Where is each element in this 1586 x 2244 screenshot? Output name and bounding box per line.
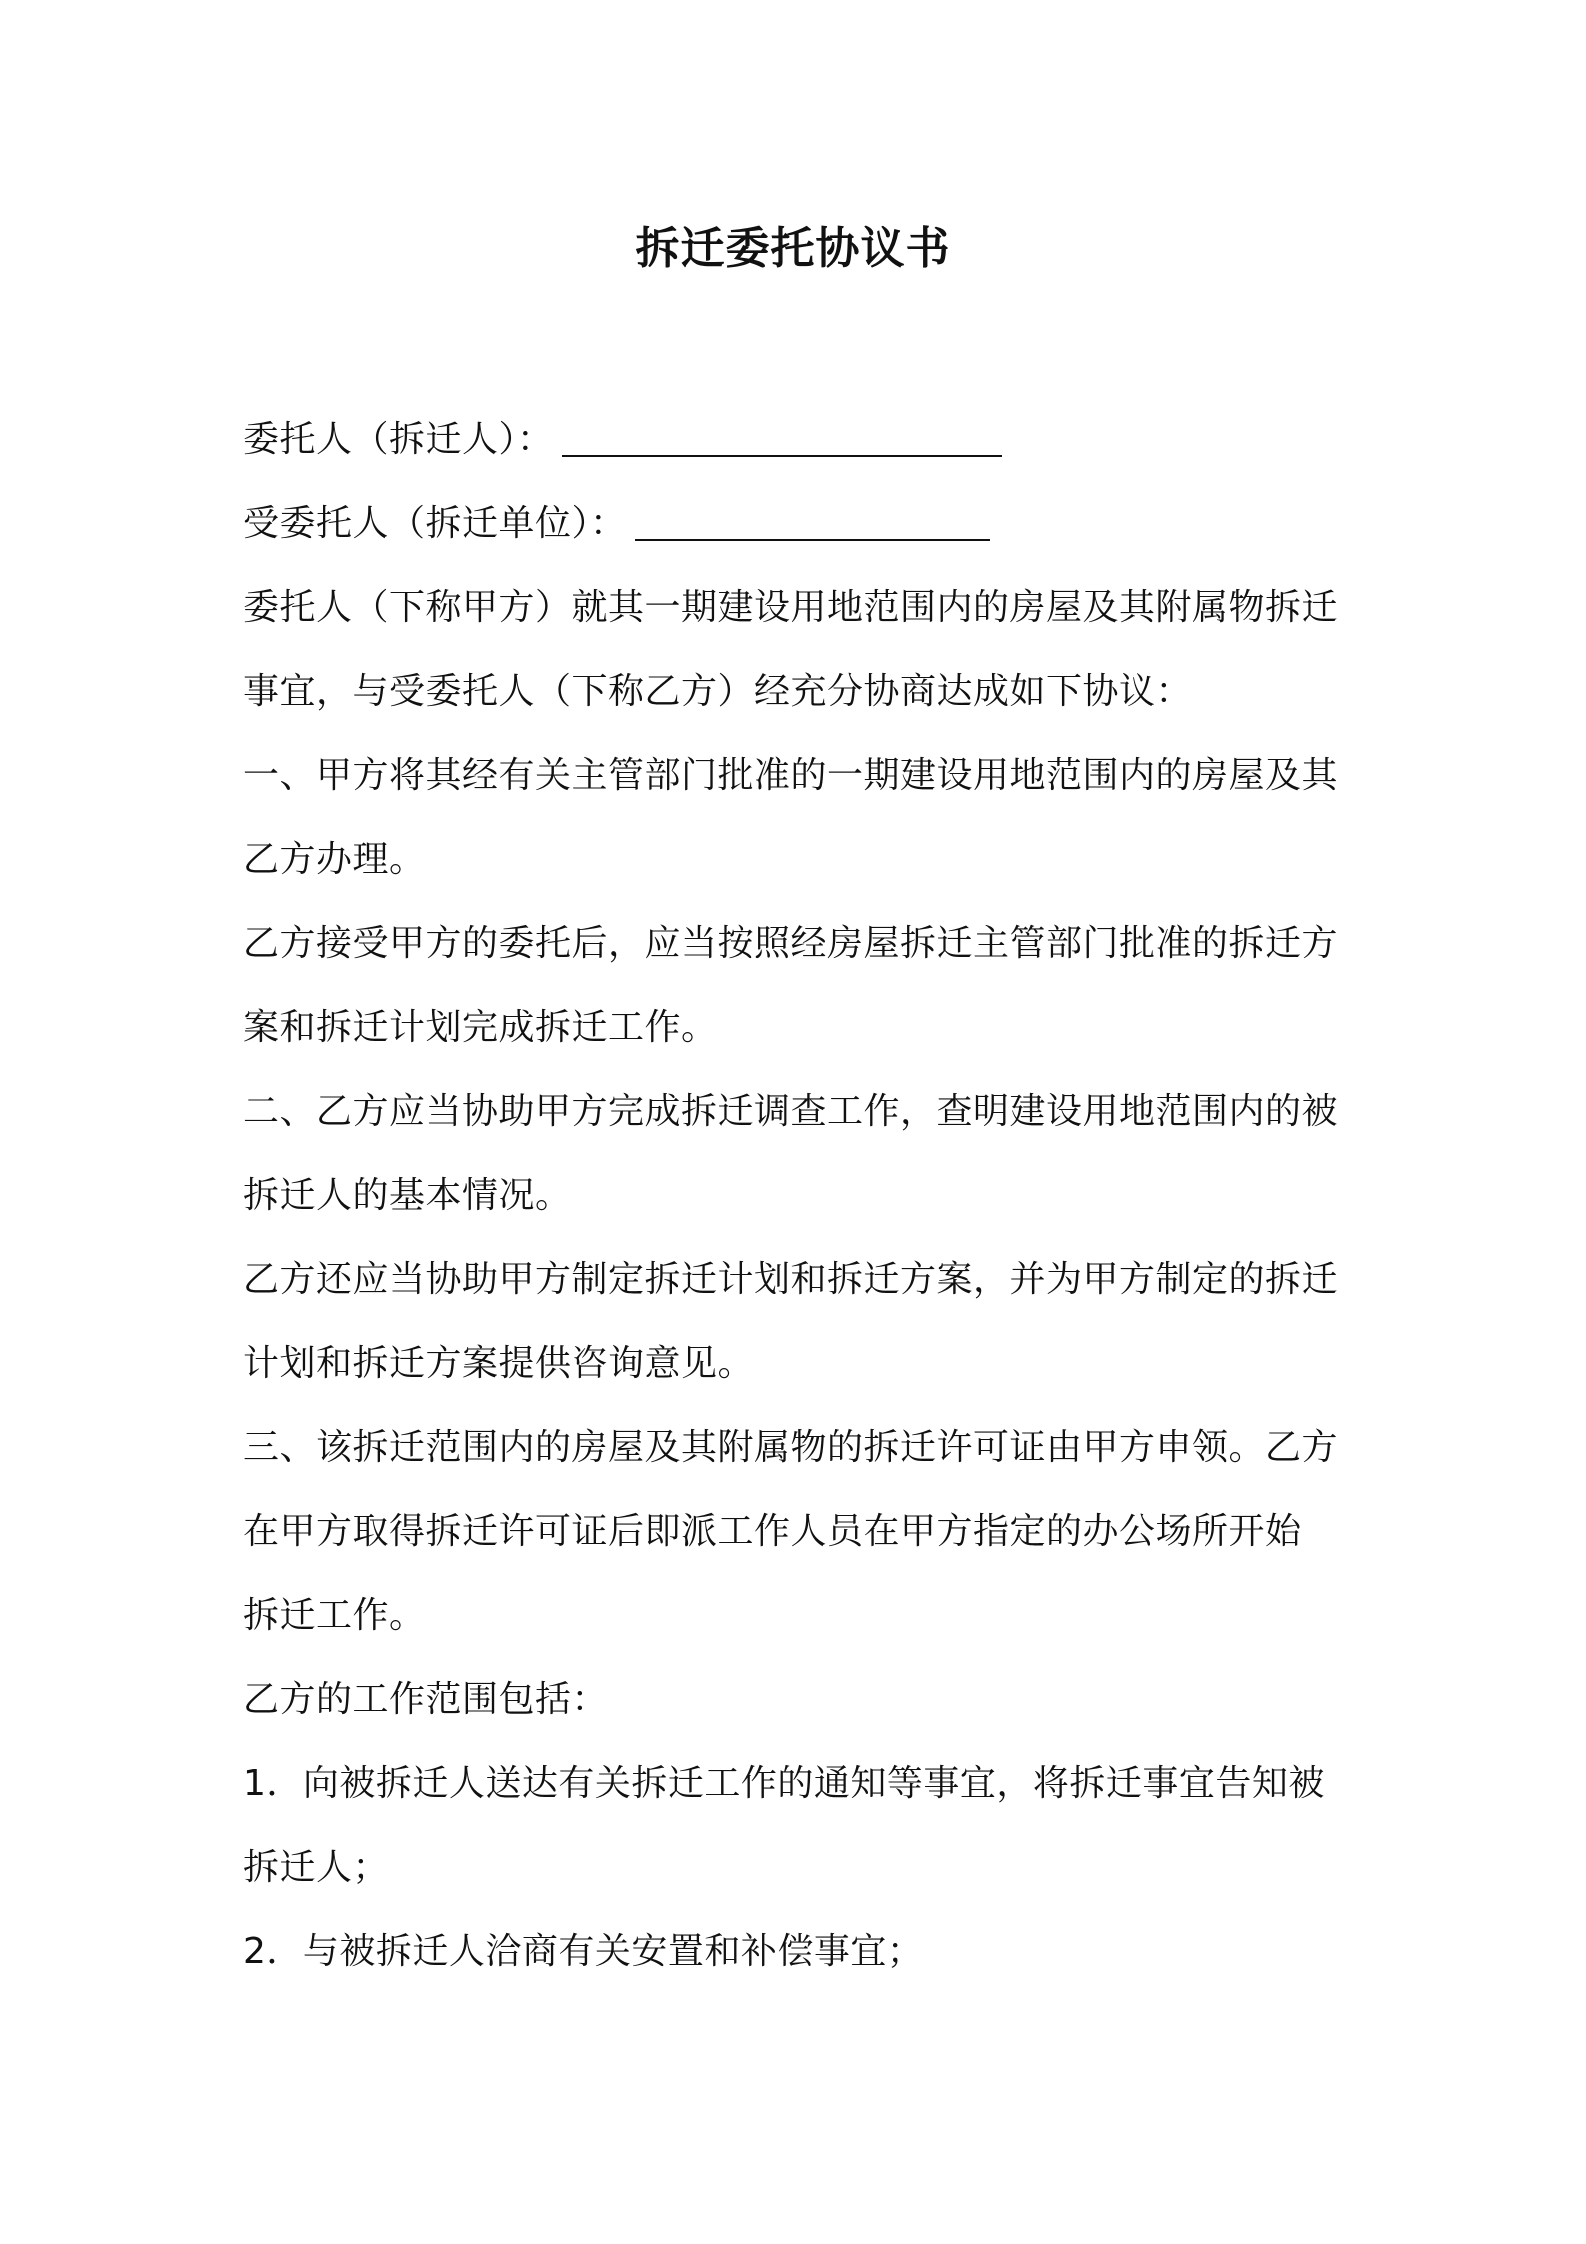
document-title: 拆迁委托协议书 [635,223,951,274]
agent-field [243,482,1363,566]
principal-blank-line [562,411,1002,457]
text-line: 2．与被拆迁人洽商有关安置和补偿事宜； [243,1931,924,1972]
text-line: 委托人（下称甲方）就其一期建设用地范围内的房屋及其附属物拆迁 [243,587,1339,628]
text-line: 乙方接受甲方的委托后，应当按照经房屋拆迁主管部门批准的拆迁方 [243,923,1339,964]
document-body [243,398,1363,1994]
text-line: 拆迁人； [243,1847,390,1888]
text-line: 计划和拆迁方案提供咨询意见。 [243,1343,755,1384]
principal-field [243,398,1363,482]
text-line: 案和拆迁计划完成拆迁工作。 [243,1007,718,1048]
agent-blank-line [635,495,990,541]
text-line: 乙方还应当协助甲方制定拆迁计划和拆迁方案，并为甲方制定的拆迁 [243,1259,1339,1300]
text-line: 一、甲方将其经有关主管部门批准的一期建设用地范围内的房屋及其 [243,755,1339,796]
text-line: 三、该拆迁范围内的房屋及其附属物的拆迁许可证由甲方申领。乙方 [243,1427,1339,1468]
text-line: 二、乙方应当协助甲方完成拆迁调查工作，查明建设用地范围内的被 [243,1091,1339,1132]
text-line: 拆迁人的基本情况。 [243,1175,572,1216]
text-line: 乙方办理。 [243,839,426,880]
text-line: 1．向被拆迁人送达有关拆迁工作的通知等事宜，将拆迁事宜告知被 [243,1763,1325,1804]
text-line: 拆迁工作。 [243,1595,426,1636]
agent-label: 受委托人（拆迁单位）： [243,503,627,544]
text-line: 事宜，与受委托人（下称乙方）经充分协商达成如下协议： [243,671,1193,712]
principal-label: 委托人（拆迁人）： [243,419,554,460]
text-line: 乙方的工作范围包括： [243,1679,609,1720]
text-line: 在甲方取得拆迁许可证后即派工作人员在甲方指定的办公场所开始 [243,1511,1302,1552]
